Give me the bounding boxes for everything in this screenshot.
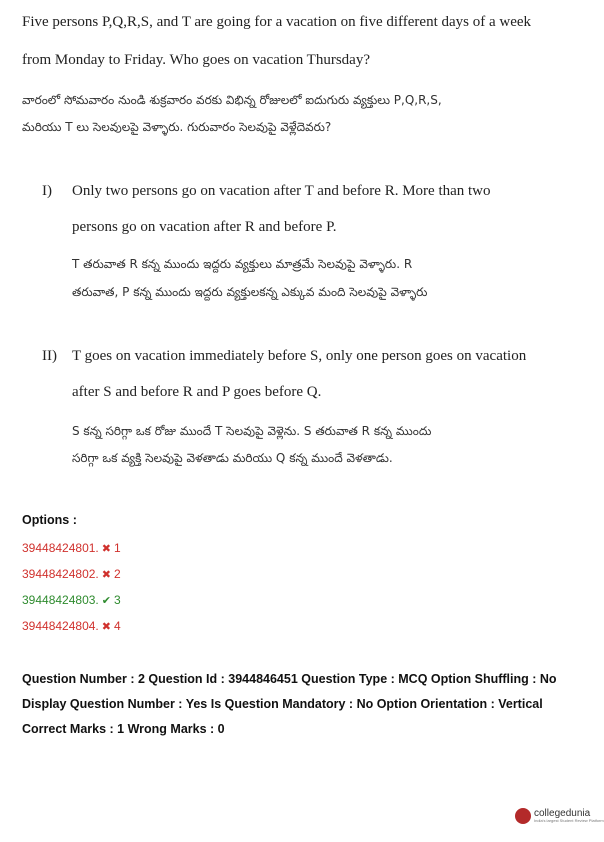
statement-2-te-line2: సరిగ్గా ఒక వ్యక్తి సెలవుపై వెళతాడు మరియు Q కన్న ముందే వెళతాడు. — [72, 451, 393, 465]
check-icon: ✔ — [101, 595, 111, 607]
statement-number-2: II) — [42, 348, 57, 364]
statement-number-1: I) — [42, 183, 52, 199]
logo-icon — [515, 808, 531, 824]
statement-1-en-line2: persons go on vacation after R and before P. — [72, 219, 337, 235]
option-2-value: 2 — [113, 567, 121, 581]
question-text-te-line1: వారంలో సోమవారం నుండి శుక్రవారం వరకు విభిన్న రోజులలో ఐదుగురు వ్యక్తులు P,Q,R,S, — [22, 93, 442, 107]
option-3-id: 39448424803. — [22, 593, 99, 607]
statement-2-en-line2: after S and before R and P goes before Q. — [72, 384, 322, 400]
statement-1-en-line1: Only two persons go on vacation after T and before R. More than two — [72, 183, 491, 199]
question-meta-line3: Correct Marks : 1 Wrong Marks : 0 — [22, 722, 225, 736]
collegedunia-logo — [515, 808, 604, 824]
option-4-value: 4 — [113, 619, 121, 633]
statement-1-te-line2: తరువాత, P కన్న ముందు ఇద్దరు వ్యక్తులకన్న ఎక్కువ మంది సెలవుపై వెళ్ళారు — [72, 285, 428, 299]
cross-icon: ✖ — [101, 621, 111, 633]
option-1-value: 1 — [113, 541, 121, 555]
cross-icon: ✖ — [101, 569, 111, 581]
logo-tagline: India's largest Student Review Platform — [534, 818, 604, 824]
option-4 — [22, 619, 121, 633]
option-4-id: 39448424804. — [22, 619, 99, 633]
option-2 — [22, 567, 121, 581]
question-meta-line1: Question Number : 2 Question Id : 3944846451 Question Type : MCQ Option Shuffling : No — [22, 672, 557, 686]
logo-text: collegedunia — [534, 807, 591, 819]
question-text-te-line2: మరియు T లు సెలవులపై వెళ్ళారు. గురువారం సెలవుపై వెళ్లేదెవరు? — [22, 120, 332, 134]
question-meta-line2: Display Question Number : Yes Is Question Mandatory : No Option Orientation : Vertical — [22, 697, 543, 711]
statement-1-te-line1: T తరువాత R కన్న ముందు ఇద్దరు వ్యక్తులు మాత్రమే సెలవుపై వెళ్ళారు. R — [72, 257, 413, 271]
question-text-en-line2: from Monday to Friday. Who goes on vacation Thursday? — [22, 52, 370, 68]
statement-2-te-line1: S కన్న సరిగ్గా ఒక రోజు ముందే T సెలవుపై వెళ్లెను. S తరువాత R కన్న ముందు — [72, 424, 432, 438]
option-3-value: 3 — [113, 593, 121, 607]
option-1 — [22, 541, 121, 555]
cross-icon: ✖ — [101, 543, 111, 555]
option-2-id: 39448424802. — [22, 567, 99, 581]
options-heading: Options : — [22, 513, 77, 527]
question-text-en-line1: Five persons P,Q,R,S, and T are going for a vacation on five different days of a week — [22, 14, 532, 30]
statement-2-en-line1: T goes on vacation immediately before S, only one person goes on vacation — [72, 348, 527, 364]
option-3 — [22, 593, 121, 607]
option-1-id: 39448424801. — [22, 541, 99, 555]
